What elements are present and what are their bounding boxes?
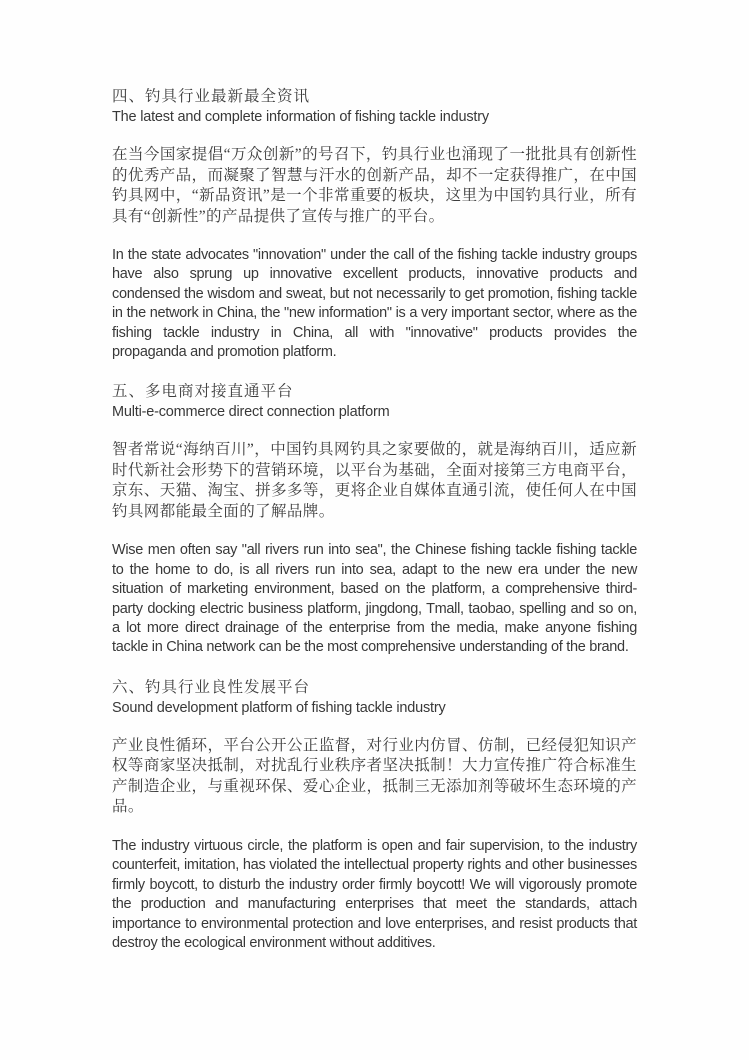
paragraph-en: In the state advocates "innovation" under the call of the fishing tackle industry groups have also sprung up innovative excellent products, innovative products and condensed the wisdom and sweat, but not necessarily to get promotion, fishing tackle in the network in China, the "new information" is a very important sector, where as the fishing tackle industry in China, all with "innovative" products provides the propaganda and promotion platform. (112, 247, 637, 361)
section-title-zh: 五、多电商对接直通平台 (112, 383, 294, 401)
section-title-en: Multi-e-commerce direct connection platform (112, 404, 390, 421)
paragraph-zh: 产业良性循环，平台公开公正监督，对行业内仿冒、仿制，已经侵犯知识产权等商家坚决抵制，对扰乱行业秩序者坚决抵制！大力宣传推广符合标准生产制造企业，与重视环保、爱心企业，抵制三无添加剂等破坏生态环境的产品。 (112, 736, 637, 816)
section-fishing-tackle-information (112, 86, 637, 362)
section-title-zh: 六、钓具行业良性发展平台 (112, 678, 311, 696)
section-title-en: Sound development platform of fishing tackle industry (112, 699, 446, 716)
paragraph-zh: 智者常说“海纳百川”，中国钓具网钓具之家要做的，就是海纳百川，适应新时代新社会形势下的营销环境，以平台为基础，全面对接第三方电商平台，京东、天猫、淘宝、拼多多等，更将企业自媒体直通引流，使任何人在中国钓具网都能最全面的了解品牌。 (112, 441, 637, 520)
section-sound-development-platform (112, 677, 637, 953)
section-title-zh: 四、钓具行业最新最全资讯 (112, 88, 311, 105)
paragraph-en: The industry virtuous circle, the platform is open and fair supervision, to the industry counterfeit, imitation, has violated the intellectual property rights and other businesses firmly boycott, to disturb the industry order firmly boycott! We will vigorously promote the production and manufacturing enterprises that meet the standards, attach importance to environmental protection and love enterprises, and resist products that destroy the ecological environment without additives. (112, 837, 637, 951)
paragraph-zh: 在当今国家提倡“万众创新”的号召下，钓具行业也涌现了一批批具有创新性的优秀产品，而凝聚了智慧与汗水的创新产品，却不一定获得推广，在中国钓具网中，“新品资讯”是一个非常重要的板块，这里为中国钓具行业，所有具有“创新性”的产品提供了宣传与推广的平台。 (112, 146, 637, 225)
paragraph-en: Wise men often say "all rivers run into sea", the Chinese fishing tackle fishing tackle to the home to do, is all rivers run into sea, adapt to the new era under the new situation of marketing environment, based on the platform, a comprehensive third-party docking electric business platform, jingdong, Tmall, taobao, spelling and so on, a lot more direct drainage of the enterprise from the media, make anyone fishing tackle in China network can be the most comprehensive understanding of the brand. (112, 542, 637, 656)
section-ecommerce-platform (112, 381, 637, 657)
section-title-en: The latest and complete information of fishing tackle industry (112, 109, 489, 125)
